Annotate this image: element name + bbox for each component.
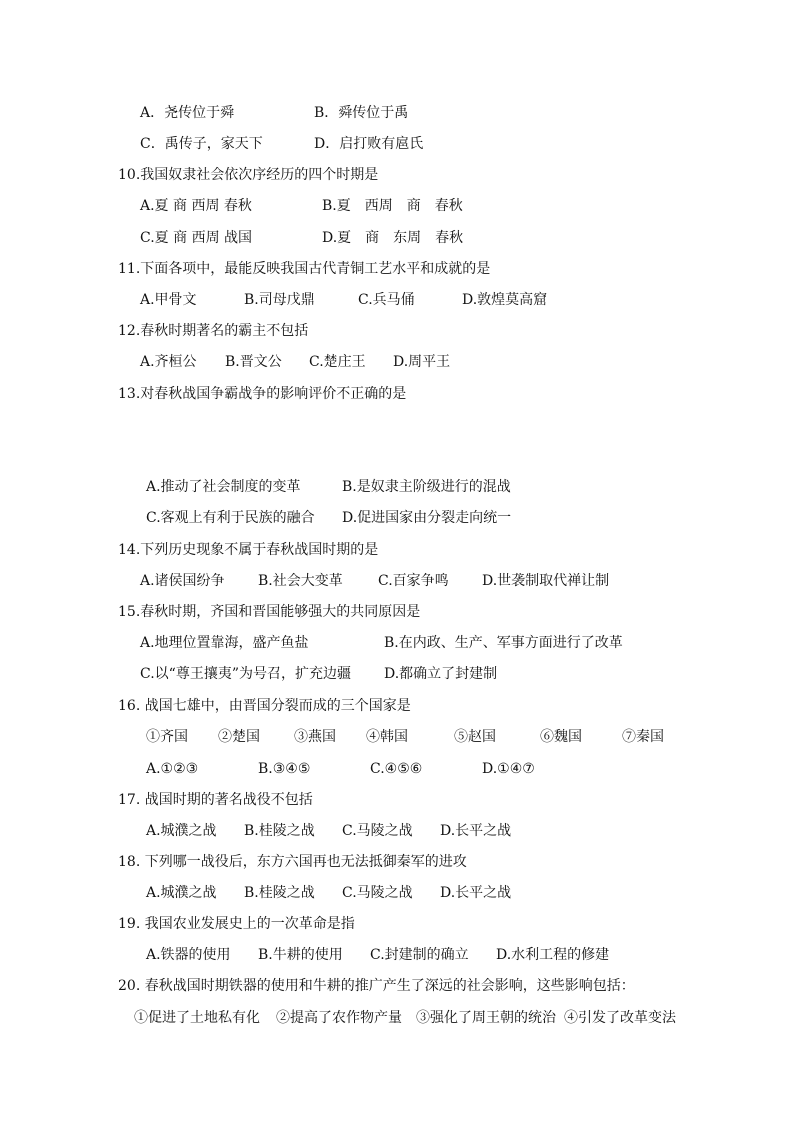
q14-option-d: D.世袭制取代禅让制 [482,573,610,589]
question-10-stem: 10.我国奴隶社会依次序经历的四个时期是 [118,167,379,183]
q10-option-b: B.夏 西周 商 春秋 [322,198,463,214]
q17-option-b: B.桂陵之战 [244,823,315,839]
q16-item-5: ⑤赵国 [454,729,496,745]
q16-item-7: ⑦秦国 [622,729,664,745]
q14-option-c: C.百家争鸣 [378,573,449,589]
q9-option-a: A．尧传位于舜 [140,105,235,121]
q18-option-c: C.马陵之战 [342,885,413,901]
q13-option-a: A.推动了社会制度的变革 [146,479,301,495]
q16-item-2: ②楚国 [218,729,260,745]
question-15-stem: 15.春秋时期，齐国和晋国能够强大的共同原因是 [118,604,421,620]
q17-option-a: A.城濮之战 [146,823,217,839]
q12-option-d: D.周平王 [393,354,451,370]
q9-option-d: D．启打败有扈氏 [314,136,424,152]
q16-option-d: D.①④⑦ [482,761,535,777]
q20-item-4: ④引发了改革变法 [564,1010,676,1026]
q16-item-1: ①齐国 [146,729,188,745]
question-11-stem: 11.下面各项中，最能反映我国古代青铜工艺水平和成就的是 [118,261,491,277]
q18-option-b: B.桂陵之战 [244,885,315,901]
q16-option-b: B.③④⑤ [258,761,311,777]
q16-option-c: C.④⑤⑥ [370,761,423,777]
question-20-stem: 20. 春秋战国时期铁器的使用和牛耕的推广产生了深远的社会影响，这些影响包括： [118,978,635,994]
q15-option-b: B.在内政、生产、军事方面进行了改革 [384,635,623,651]
q9-option-c: C．禹传子，家天下 [140,136,263,152]
q13-option-c: C.客观上有利于民族的融合 [146,510,315,526]
q11-option-d: D.敦煌莫高窟 [462,292,548,308]
q12-option-c: C.楚庄王 [309,354,366,370]
q16-option-a: A.①②③ [146,761,199,777]
q15-option-c: C.以“尊王攘夷”为号召，扩充边疆 [140,666,351,682]
q19-option-d: D.水利工程的修建 [496,947,610,963]
q14-option-b: B.社会大变革 [258,573,343,589]
q15-option-d: D.都确立了封建制 [384,666,498,682]
q12-option-b: B.晋文公 [225,354,282,370]
q19-option-b: B.牛耕的使用 [258,947,343,963]
q12-option-a: A.齐桓公 [140,354,197,370]
question-14-stem: 14.下列历史现象不属于春秋战国时期的是 [118,542,379,558]
q17-option-d: D.长平之战 [440,823,512,839]
q18-option-d: D.长平之战 [440,885,512,901]
q20-item-2: ②提高了农作物产量 [276,1010,402,1026]
q10-option-c: C.夏 商 西周 战国 [140,230,253,246]
q15-option-a: A.地理位置靠海，盛产鱼盐 [140,635,309,651]
q9-option-b: B．舜传位于禹 [314,105,409,121]
question-13-stem: 13.对春秋战国争霸战争的影响评价不正确的是 [118,386,407,402]
q10-option-a: A.夏 商 西周 春秋 [140,198,252,214]
q17-option-c: C.马陵之战 [342,823,413,839]
q16-item-4: ④韩国 [366,729,408,745]
q14-option-a: A.诸侯国纷争 [140,573,225,589]
q19-option-c: C.封建制的确立 [370,947,469,963]
question-17-stem: 17. 战国时期的著名战役不包括 [118,792,313,808]
q10-option-d: D.夏 商 东周 春秋 [322,230,464,246]
q19-option-a: A.铁器的使用 [146,947,231,963]
q20-item-3: ③强化了周王朝的统治 [416,1010,556,1026]
q13-option-d: D.促进国家由分裂走向统一 [342,510,512,526]
question-12-stem: 12.春秋时期著名的霸主不包括 [118,323,309,339]
q18-option-a: A.城濮之战 [146,885,217,901]
q11-option-a: A.甲骨文 [140,292,197,308]
question-16-stem: 16. 战国七雄中，由晋国分裂而成的三个国家是 [118,698,411,714]
q11-option-c: C.兵马俑 [358,292,415,308]
q11-option-b: B.司母戊鼎 [244,292,315,308]
question-18-stem: 18. 下列哪一战役后，东方六国再也无法抵御秦军的进攻 [118,854,467,870]
question-19-stem: 19. 我国农业发展史上的一次革命是指 [118,916,355,932]
q20-item-1: ①促进了土地私有化 [134,1010,260,1026]
q16-item-3: ③燕国 [294,729,336,745]
q16-item-6: ⑥魏国 [540,729,582,745]
q13-option-b: B.是奴隶主阶级进行的混战 [342,479,511,495]
